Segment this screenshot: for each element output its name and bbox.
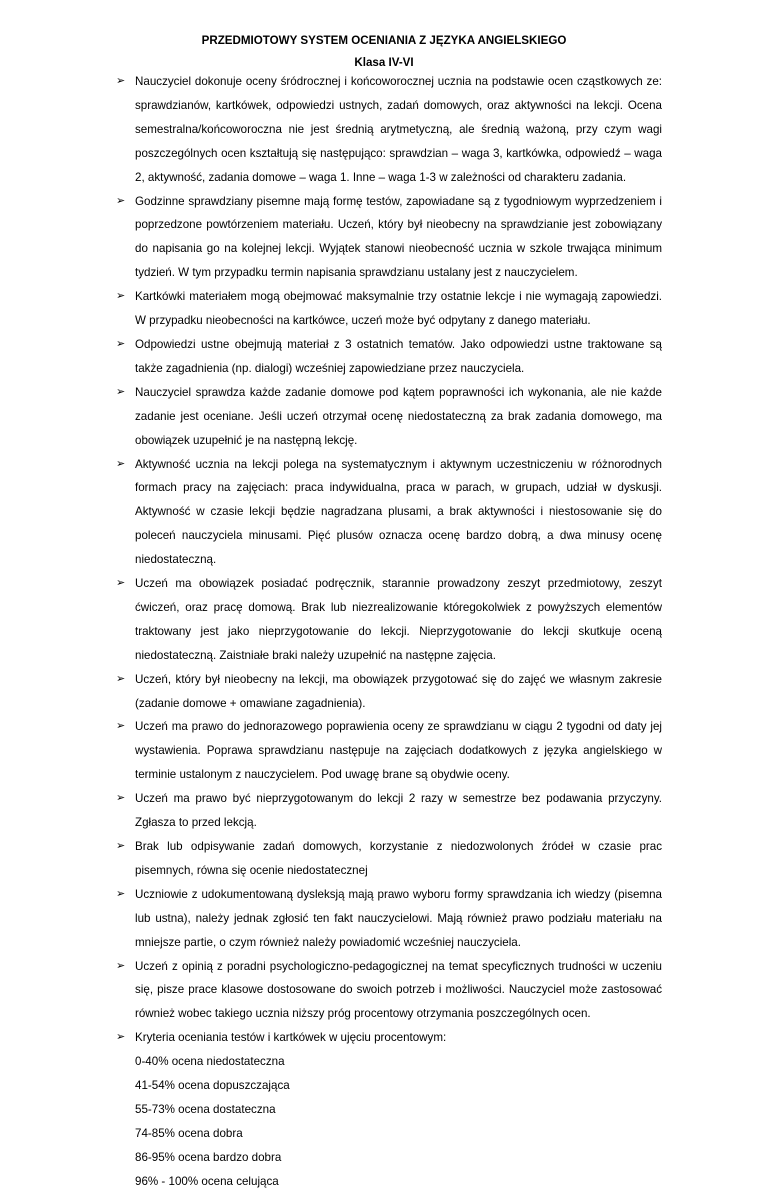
list-item — [0, 190, 768, 286]
list-item — [0, 835, 768, 883]
arrow-bullet-icon: ➢ — [116, 1031, 126, 1044]
list-item-text: Uczeń z opinią z poradni psychologiczno-pedagogicznej na temat specyficznych trudności w uczeniu się, pisze prace klasowe dostosowane do swoich potrzeb i możliwości. Nauczyciel może zastosować również wobec takiego ucznia niższy próg procentowy otrzymania poszczególnych ocen. — [135, 959, 662, 1021]
list-item — [0, 883, 768, 955]
arrow-bullet-icon: ➢ — [116, 887, 126, 900]
grade-scale-item: 0-40% ocena niedostateczna — [135, 1055, 285, 1068]
list-item — [0, 381, 768, 453]
list-item-text: Nauczyciel dokonuje oceny śródrocznej i końcoworocznej ucznia na podstawie ocen cząstkowych ze: sprawdzianów, kartkówek, odpowiedzi ustnych, zadań domowych, oraz aktywności na lekcji. Ocena semestralna/końcoworoczna nie jest średnią arytmetyczną, ale średnią ważoną, przy czym wagi poszczególnych ocen kształtują się następująco: sprawdzian – waga 3, kartkówka, odpowiedź – waga 2, aktywność, zadania domowe – waga 1. Inne – waga 1-3 w zależności od charakteru zadania. — [135, 75, 662, 184]
list-item-text: Uczeń ma obowiązek posiadać podręcznik, starannie prowadzony zeszyt przedmiotowy, zeszyt ćwiczeń, oraz pracę domową. Brak lub niezrealizowanie któregokolwiek z powyższych elementów traktowany jest jako nieprzygotowanie do lekcji. Nieprzygotowanie do lekcji skutkuje oceną niedostateczną. Zaistniałe braki należy uzupełnić na następne zajęcia. — [135, 577, 662, 662]
list-item-text: Aktywność ucznia na lekcji polega na systematycznym i aktywnym uczestniczeniu w różnorodnych formach pracy na zajęciach: praca indywidualna, praca w parach, w grupach, udział w dyskusji. Aktywność w czasie lekcji będzie nagradzana plusami, a brak aktywności i niestosowanie się do poleceń nauczyciela minusami. Pięć plusów oznacza ocenę bardzo dobrą, a dwa minusy ocenę niedostateczną. — [135, 457, 662, 567]
list-item — [0, 333, 768, 381]
list-item-text: Odpowiedzi ustne obejmują materiał z 3 ostatnich tematów. Jako odpowiedzi ustne traktowane są także zagadnienia (np. dialogi) wcześniej zapowiedziane przez nauczyciela. — [135, 337, 662, 375]
list-item-text: Brak lub odpisywanie zadań domowych, korzystanie z niedozwolonych źródeł w czasie prac pisemnych, równa się ocenie niedostatecznej — [135, 840, 662, 877]
arrow-bullet-icon: ➢ — [116, 194, 126, 207]
arrow-bullet-icon: ➢ — [116, 290, 126, 303]
arrow-bullet-icon: ➢ — [116, 672, 126, 685]
list-item — [0, 787, 768, 835]
arrow-bullet-icon: ➢ — [116, 457, 126, 470]
list-item-text: Kryteria oceniania testów i kartkówek w ujęciu procentowym: — [135, 1031, 447, 1045]
arrow-bullet-icon: ➢ — [116, 75, 126, 87]
grade-scale-item: 96% - 100% ocena celująca — [135, 1174, 279, 1188]
arrow-bullet-icon: ➢ — [116, 577, 126, 590]
list-item — [0, 285, 768, 333]
document-subtitle: Klasa IV-VI — [354, 56, 414, 69]
list-item-text: Uczniowie z udokumentowaną dysleksją mają prawo wyboru formy sprawdzania ich wiedzy (pisemna lub ustna), należy jednak zgłosić ten fakt nauczycielowi. Mają również prawo podziału materiału na mniejsze partie, o czym również należy powiadomić wcześniej nauczyciela. — [135, 887, 662, 949]
grade-scale-item: 55-73% ocena dostateczna — [135, 1102, 276, 1116]
list-item-text: Uczeń ma prawo być nieprzygotowanym do lekcji 2 razy w semestrze bez podawania przyczyny. Zgłasza to przed lekcją. — [135, 792, 662, 830]
list-item-text: Uczeń, który był nieobecny na lekcji, ma obowiązek przygotować się do zajęć we własnym zakresie (zadanie domowe + omawiane zagadnienia). — [135, 672, 662, 710]
arrow-bullet-icon: ➢ — [116, 720, 126, 733]
list-item — [0, 70, 768, 190]
arrow-bullet-icon: ➢ — [116, 959, 126, 972]
list-item — [0, 955, 768, 1027]
list-item-text: Godzinne sprawdziany pisemne mają formę testów, zapowiadane są z tygodniowym wyprzedzeniem i poprzedzone powtórzeniem materiału. Uczeń, który był nieobecny na sprawdzianie jest zobowiązany do napisania go na kolejnej lekcji. Wyjątek stanowi nieobecność ucznia w szkole trwająca minimum tydzień. W tym przypadku termin napisania sprawdzianu ustalany jest z nauczycielem. — [135, 194, 662, 280]
list-item — [0, 668, 768, 716]
grade-scale-item: 74-85% ocena dobra — [135, 1126, 243, 1140]
list-item-text: Nauczyciel sprawdza każde zadanie domowe pod kątem poprawności ich wykonania, ale nie każde zadanie jest oceniane. Jeśli uczeń otrzymał ocenę niedostateczną za brak zadania domowego, ma obowiązek uzupełnić je na następną lekcję. — [135, 385, 662, 447]
arrow-bullet-icon: ➢ — [116, 792, 126, 805]
arrow-bullet-icon: ➢ — [116, 337, 126, 350]
list-item-text: Uczeń ma prawo do jednorazowego poprawienia oceny ze sprawdzianu w ciągu 2 tygodni od daty jej wystawienia. Poprawa sprawdzianu następuje na zajęciach dodatkowych z języka angielskiego w terminie ustalonym z nauczycielem. Pod uwagę brane są obydwie oceny. — [135, 720, 662, 782]
grade-scale-item: 86-95% ocena bardzo dobra — [135, 1150, 282, 1164]
grade-scale-item: 41-54% ocena dopuszczająca — [135, 1078, 290, 1092]
rules-list — [0, 70, 768, 1050]
list-item — [0, 1026, 768, 1050]
document-title: PRZEDMIOTOWY SYSTEM OCENIANIA Z JĘZYKA ANGIELSKIEGO — [201, 34, 567, 47]
list-item — [0, 572, 768, 668]
arrow-bullet-icon: ➢ — [116, 840, 126, 852]
arrow-bullet-icon: ➢ — [116, 385, 126, 398]
grade-scale-list — [135, 1050, 290, 1193]
list-item — [0, 715, 768, 787]
list-item — [0, 453, 768, 573]
list-item-text: Kartkówki materiałem mogą obejmować maksymalnie trzy ostatnie lekcje i nie wymagają zapowiedzi. W przypadku nieobecności na kartkówce, uczeń może być odpytany z danego materiału. — [135, 290, 662, 328]
